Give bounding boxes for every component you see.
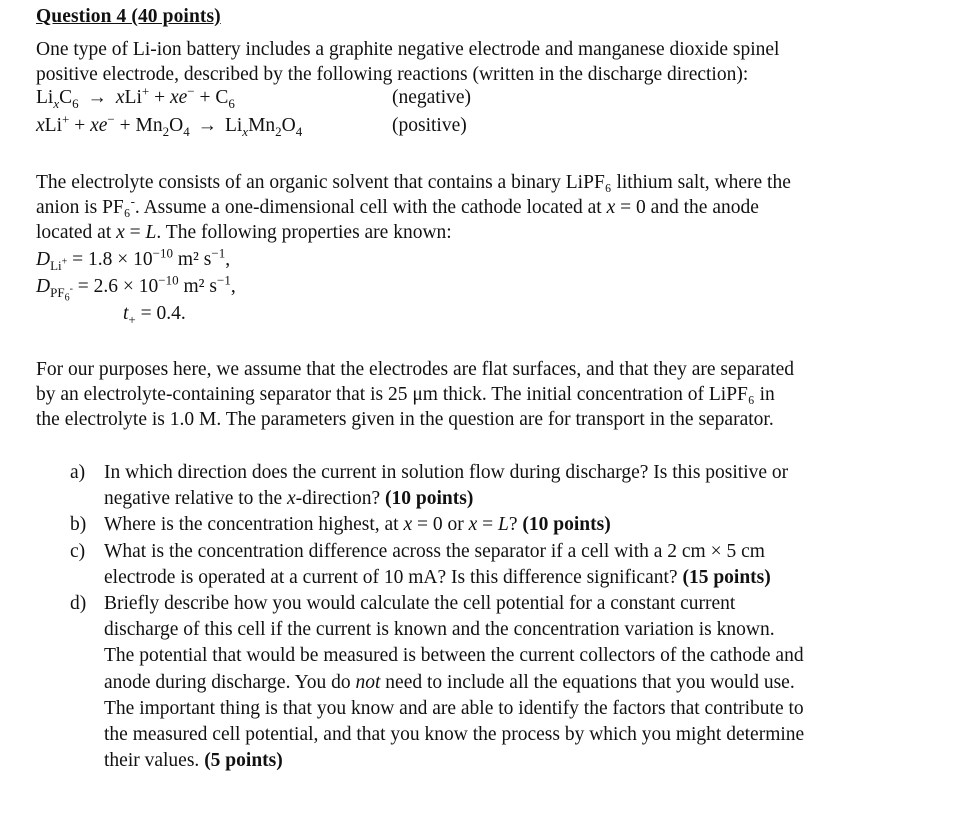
reaction-subscript: x xyxy=(53,95,60,111)
intro-paragraph xyxy=(36,37,936,87)
list-marker: a) xyxy=(70,462,86,483)
question-d xyxy=(36,591,936,774)
electrolyte-line-1: The electrolyte consists of an organic solvent that contains a binary LiPF₆ lithium salt, where the xyxy=(36,172,791,193)
symbol-subscript-sup: + xyxy=(61,256,68,268)
points-label: (10 points) xyxy=(522,514,611,536)
question-a xyxy=(36,460,936,512)
question-line xyxy=(104,748,936,774)
list-marker: b) xyxy=(70,514,87,536)
assumptions-line-1: For our purposes here, we assume that the electrodes are flat surfaces, and that they are separated xyxy=(36,359,795,380)
text-run: . The following properties are known: xyxy=(156,222,452,243)
text-run: Where is the concentration highest, at xyxy=(104,514,404,536)
value: = 1.8 × 10 xyxy=(67,249,153,270)
units: m² s xyxy=(173,249,212,270)
arrow-icon: → xyxy=(87,87,108,108)
reaction-negative xyxy=(36,83,235,111)
reaction-negative-tag: (negative) xyxy=(392,87,472,108)
text-run: anode during discharge. You do xyxy=(104,671,356,693)
text-run: x xyxy=(116,222,125,243)
question-line xyxy=(104,512,936,538)
symbol-subscript: + xyxy=(128,311,136,327)
reaction-term: C xyxy=(59,87,73,108)
symbol-subscript-text: Li xyxy=(50,257,62,273)
arrow-icon: → xyxy=(197,115,218,136)
intro-line-1: One type of Li-ion battery includes a graphite negative electrode and manganese dioxide spinel xyxy=(36,39,780,60)
text-run: x xyxy=(468,514,478,536)
points-label: (10 points) xyxy=(385,488,474,510)
question-line: the measured cell potential, and that you know the process by which you might determine xyxy=(104,724,805,746)
electrolyte-paragraph xyxy=(36,170,936,245)
reaction-superscript: − xyxy=(187,83,195,99)
text-run: x xyxy=(606,197,616,218)
punct: , xyxy=(230,276,236,297)
symbol-subscript-sup: - xyxy=(69,283,73,295)
question-line: Briefly describe how you would calculate the cell potential for a constant current xyxy=(104,593,736,615)
question-line xyxy=(104,486,936,512)
text-run: x xyxy=(287,488,296,510)
symbol-subscript-text: PF xyxy=(50,284,65,300)
reaction-term: Li xyxy=(36,87,54,108)
electrolyte-line-3 xyxy=(36,220,936,245)
property-t-plus xyxy=(123,303,186,325)
text-run: = 0 and the anode xyxy=(615,197,759,218)
property-d-pf6 xyxy=(36,272,236,304)
electrolyte-line-2 xyxy=(36,195,936,220)
question-list xyxy=(36,460,936,774)
punct: , xyxy=(225,249,231,270)
assumptions-line-2: by an electrolyte-containing separator that is 25 μm thick. The initial concentration of LiPF₆ in xyxy=(36,384,775,405)
reaction-subscript: 6 xyxy=(228,95,235,111)
text-run: L xyxy=(498,514,509,536)
text-run: electrode is operated at a current of 10 mA? Is this difference significant? xyxy=(104,566,683,588)
reaction-term: + C xyxy=(194,87,229,108)
question-title: Question 4 (40 points) xyxy=(36,6,221,27)
question-line: discharge of this cell if the current is known and the concentration variation is known. xyxy=(104,619,775,641)
value: = 0.4. xyxy=(135,303,186,324)
reaction-term: e xyxy=(178,87,188,108)
exponent: −10 xyxy=(152,245,174,261)
text-run: . Assume a one-dimensional cell with the cathode located at xyxy=(134,197,607,218)
exponent: −1 xyxy=(216,272,231,288)
intro-line-2: positive electrode, described by the following reactions (written in the discharge direction): xyxy=(36,64,749,85)
symbol-subscript xyxy=(50,258,67,273)
reaction-subscript: 6 xyxy=(72,95,79,111)
reaction-positive: $xLi^+ + xe^- + Mn_2O_4 \to Li_xMn_2O_4$ xyxy=(36,111,303,139)
symbol-subscript-sub: 6 xyxy=(64,292,70,304)
points-label: (15 points) xyxy=(682,566,771,588)
assumptions-line-3: the electrolyte is 1.0 M. The parameters given in the question are for transport in the separator. xyxy=(36,409,774,430)
assumptions-paragraph xyxy=(36,357,936,432)
reaction-superscript: + xyxy=(141,83,150,99)
points-label: (5 points) xyxy=(204,750,283,772)
reaction-term: + xyxy=(149,87,170,108)
symbol: D xyxy=(36,276,51,297)
list-marker: d) xyxy=(70,593,87,615)
list-marker: c) xyxy=(70,540,86,562)
emphasis: not xyxy=(355,671,381,693)
text-run: anion is PF₆ xyxy=(36,197,131,218)
question-line: What is the concentration difference across the separator if a cell with a 2 cm × 5 cm xyxy=(104,540,765,562)
text-run: = xyxy=(124,222,146,243)
question-line xyxy=(104,565,936,591)
reaction-term: Li xyxy=(124,87,142,108)
text-run: - xyxy=(130,193,135,209)
text-run: their values. xyxy=(104,750,205,772)
symbol: D xyxy=(36,249,51,270)
symbol-subscript xyxy=(50,283,73,304)
text-run: located at xyxy=(36,222,117,243)
exponent: −1 xyxy=(211,245,226,261)
exponent: −10 xyxy=(158,272,179,288)
text-run: need to include all the equations that you would use. xyxy=(380,671,795,693)
reaction-term: x xyxy=(169,87,179,108)
units: m² s xyxy=(178,276,217,297)
question-line: In which direction does the current in solution flow during discharge? Is this positive or xyxy=(104,462,789,483)
question-c xyxy=(36,539,936,591)
value: = 2.6 × 10 xyxy=(72,276,159,297)
question-b xyxy=(36,512,936,538)
text-run: x xyxy=(403,514,413,536)
text-run: L xyxy=(145,222,157,243)
text-run: = 0 or xyxy=(412,514,469,536)
question-line: The potential that would be measured is between the current collectors of the cathode and xyxy=(104,645,804,667)
reaction-positive-tag: (positive) xyxy=(392,115,467,136)
symbol: t xyxy=(123,303,129,324)
question-line xyxy=(104,670,936,696)
text-run: negative relative to the xyxy=(104,488,288,510)
text-run: = xyxy=(477,514,498,536)
reaction-term: x xyxy=(115,87,125,108)
text-run: ? xyxy=(508,514,523,536)
text-run: -direction? xyxy=(295,488,386,510)
question-line: The important thing is that you know and are able to identify the factors that contribute to xyxy=(104,697,804,719)
property-d-li xyxy=(36,245,231,273)
